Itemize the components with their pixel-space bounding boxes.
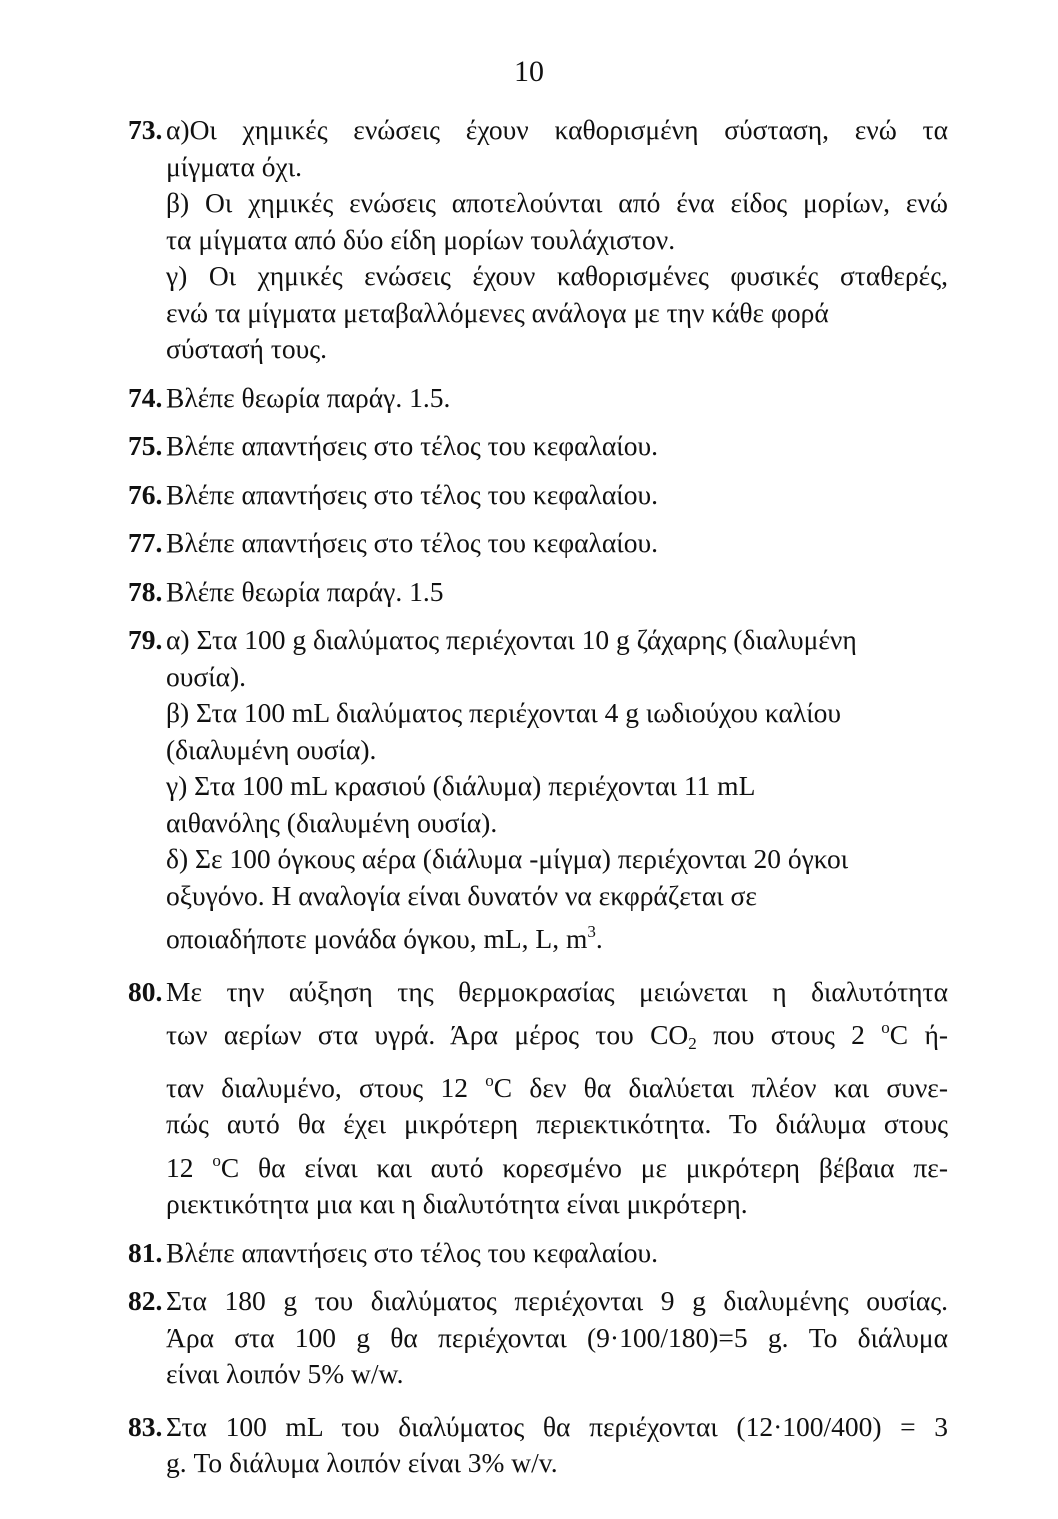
- answer-text: γ) Οι χημικές ενώσεις έχουν καθορισμένες φυσικές σταθερές,: [166, 260, 948, 291]
- answer-82: [128, 1283, 948, 1393]
- degree-sign: o: [881, 1018, 890, 1038]
- degree-sign: o: [485, 1070, 494, 1090]
- answer-number: 75.: [128, 430, 163, 461]
- answer-number: 83.: [128, 1410, 163, 1442]
- answer-text: δ) Σε 100 όγκους αέρα (διάλυμα -μίγμα) περιέχονται 20 όγκοι: [166, 843, 849, 874]
- answer-text: Άρα στα 100 g θα περιέχονται (9·100/180)=5 g. Το διάλυμα: [166, 1321, 948, 1353]
- answer-text: ενώ τα μίγματα μεταβαλλόμενες ανάλογα με την κάθε φορά: [166, 296, 829, 328]
- answer-number: 82.: [128, 1285, 163, 1317]
- answer-text: g. Το διάλυμα λοιπόν είναι 3% w/v.: [166, 1447, 558, 1479]
- degree-sign: o: [212, 1150, 221, 1170]
- answer-text: τα μίγματα από δύο είδη μορίων τουλάχιστον.: [166, 223, 676, 255]
- answer-number: 74.: [128, 381, 163, 413]
- answer-78: [128, 574, 948, 611]
- answer-text: μίγματα όχι.: [166, 150, 303, 182]
- answer-text: είναι λοιπόν 5% w/w.: [166, 1358, 404, 1390]
- answer-text: που στους 2: [696, 1019, 882, 1051]
- answer-number: 80.: [128, 975, 163, 1007]
- answer-73: [128, 112, 948, 368]
- answer-text: γ) Στα 100 mL κρασιού (διάλυμα) περιέχονται 11 mL: [166, 770, 756, 801]
- answer-text: Βλέπε θεωρία παράγ. 1.5.: [166, 381, 451, 413]
- answer-text: ταν διαλυμένο, στους 12: [166, 1071, 486, 1103]
- answer-number: 76.: [128, 478, 163, 510]
- answer-text: α)Οι χημικές ενώσεις έχουν καθορισμένη σύσταση, ενώ τα: [166, 114, 948, 145]
- answer-76: [128, 477, 948, 514]
- answer-75: [128, 428, 948, 465]
- answer-text: ριεκτικότητα μια και η διαλυτότητα είναι μικρότερη.: [166, 1188, 748, 1220]
- answer-number: 73.: [128, 114, 163, 145]
- answer-text: αιθανόλης (διαλυμένη ουσία).: [166, 806, 498, 838]
- answer-text-line: [166, 914, 948, 958]
- answer-text: β) Στα 100 mL διαλύματος περιέχονται 4 g ιωδιούχου καλίου: [166, 697, 842, 728]
- answer-text: οξυγόνο. Η αναλογία είναι δυνατόν να εκφράζεται σε: [166, 879, 757, 911]
- answer-text: Βλέπε απαντήσεις στο τέλος του κεφαλαίου.: [166, 478, 658, 510]
- answer-77: [128, 525, 948, 562]
- answer-80: [128, 974, 948, 1223]
- answer-text: πώς αυτό θα έχει μικρότερη περιεκτικότητα. Το διάλυμα στους: [166, 1108, 948, 1140]
- page-number: 10: [514, 55, 544, 88]
- answer-text: β) Οι χημικές ενώσεις αποτελούνται από ένα είδος μορίων, ενώ: [166, 187, 948, 218]
- answer-text-line: [166, 1010, 948, 1063]
- answer-text: C θα είναι και αυτό κορεσμένο με μικρότερη βέβαια πε-: [220, 1151, 949, 1183]
- superscript: 3: [587, 922, 596, 941]
- answer-text: ουσία).: [166, 660, 247, 692]
- answer-74: [128, 380, 948, 417]
- answer-text: C ή-: [889, 1019, 948, 1051]
- answer-text: .: [595, 923, 603, 955]
- answer-text: Στα 180 g του διαλύματος περιέχονται 9 g διαλυμένης ουσίας.: [166, 1285, 948, 1317]
- answer-number: 77.: [128, 527, 163, 558]
- answer-text: C δεν θα διαλύεται πλέον και συνε-: [493, 1071, 949, 1103]
- answer-text: σύστασή τους.: [166, 333, 327, 364]
- answers-list: [128, 112, 948, 1482]
- answer-text: 12: [166, 1151, 213, 1183]
- answer-text: α) Στα 100 g διαλύματος περιέχονται 10 g ζάχαρης (διαλυμένη: [166, 624, 857, 655]
- answer-text: (διαλυμένη ουσία).: [166, 733, 377, 765]
- answer-text-line: [166, 1063, 948, 1107]
- answer-text: Με την αύξηση της θερμοκρασίας μειώνεται η διαλυτότητα: [166, 975, 948, 1007]
- subscript: 2: [688, 1034, 697, 1054]
- answer-number: 79.: [128, 624, 163, 655]
- answer-text: Στα 100 mL του διαλύματος θα περιέχονται (12·100/400) = 3: [166, 1410, 948, 1442]
- answer-text: Βλέπε απαντήσεις στο τέλος του κεφαλαίου.: [166, 430, 658, 461]
- answer-text: Βλέπε θεωρία παράγ. 1.5: [166, 575, 444, 607]
- answer-text: των αερίων στα υγρά. Άρα μέρος του CO: [166, 1019, 689, 1051]
- answer-text: Βλέπε απαντήσεις στο τέλος του κεφαλαίου.: [166, 1236, 658, 1268]
- answer-text: οποιαδήποτε μονάδα όγκου, mL, L, m: [166, 923, 588, 955]
- answer-79: [128, 622, 948, 958]
- answer-text-line: [166, 1143, 948, 1187]
- answer-number: 81.: [128, 1236, 163, 1268]
- answer-83: [128, 1409, 948, 1482]
- answer-81: [128, 1235, 948, 1272]
- answer-number: 78.: [128, 575, 163, 607]
- answer-text: Βλέπε απαντήσεις στο τέλος του κεφαλαίου.: [166, 527, 658, 558]
